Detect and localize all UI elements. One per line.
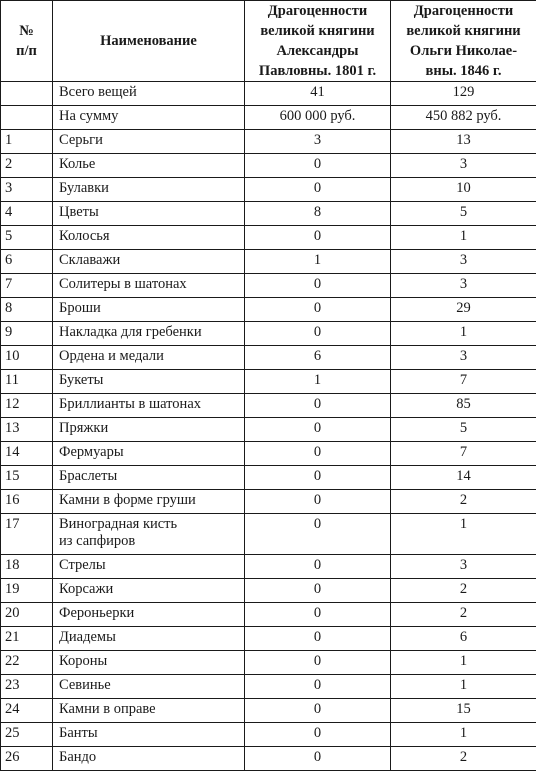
summary-row-total-items (1, 82, 536, 106)
row-name-line: Булавки (59, 180, 240, 197)
row-number: 11 (1, 370, 53, 394)
row-value-1846: 7 (391, 370, 536, 394)
row-number: 25 (1, 723, 53, 747)
summary-number-cell (1, 82, 53, 106)
row-value-1801: 0 (245, 298, 391, 322)
row-name (53, 394, 245, 418)
row-value-1801: 0 (245, 418, 391, 442)
row-value-1801: 0 (245, 442, 391, 466)
row-name-line: Букеты (59, 372, 240, 389)
row-name-line: из сапфиров (59, 533, 240, 550)
row-name (53, 226, 245, 250)
row-name-line: Серьги (59, 132, 240, 149)
table-row (1, 675, 536, 699)
row-value-1846: 1 (391, 226, 536, 250)
row-name-line: Накладка для гребенки (59, 324, 240, 341)
table-row (1, 298, 536, 322)
row-value-1846: 10 (391, 178, 536, 202)
row-name (53, 627, 245, 651)
row-name (53, 675, 245, 699)
row-value-1801: 1 (245, 370, 391, 394)
row-name (53, 579, 245, 603)
summary-value-1846: 129 (391, 82, 536, 106)
row-number: 2 (1, 154, 53, 178)
row-name-line: Банты (59, 725, 240, 742)
row-number: 1 (1, 130, 53, 154)
row-name-line: Солитеры в шатонах (59, 276, 240, 293)
header-col-1801: Драгоценности великой княгини Александры Павловны. 1801 г. (245, 1, 391, 82)
row-value-1801: 0 (245, 466, 391, 490)
table-row (1, 370, 536, 394)
row-value-1846: 7 (391, 442, 536, 466)
row-value-1801: 0 (245, 699, 391, 723)
row-name (53, 418, 245, 442)
row-value-1801: 0 (245, 394, 391, 418)
row-number: 17 (1, 514, 53, 555)
row-value-1846: 3 (391, 274, 536, 298)
row-number: 7 (1, 274, 53, 298)
table-row (1, 490, 536, 514)
row-number: 19 (1, 579, 53, 603)
table-row (1, 603, 536, 627)
row-name (53, 202, 245, 226)
table-row (1, 202, 536, 226)
header-name: Наименование (53, 1, 245, 82)
row-name-line: Фермуары (59, 444, 240, 461)
table-row (1, 442, 536, 466)
row-name-line: Склаважи (59, 252, 240, 269)
table-row (1, 627, 536, 651)
row-value-1801: 0 (245, 274, 391, 298)
row-value-1801: 0 (245, 490, 391, 514)
row-value-1801: 1 (245, 250, 391, 274)
table-row (1, 699, 536, 723)
row-value-1801: 0 (245, 747, 391, 771)
row-value-1846: 1 (391, 675, 536, 699)
row-value-1846: 6 (391, 627, 536, 651)
table-row (1, 418, 536, 442)
row-name (53, 603, 245, 627)
table-row (1, 130, 536, 154)
table-row (1, 651, 536, 675)
row-name (53, 322, 245, 346)
summary-label: На сумму (53, 106, 245, 130)
table-row (1, 579, 536, 603)
row-number: 4 (1, 202, 53, 226)
row-number: 16 (1, 490, 53, 514)
table-row (1, 747, 536, 771)
row-value-1846: 1 (391, 322, 536, 346)
row-value-1846: 2 (391, 747, 536, 771)
table-header-row (1, 1, 536, 82)
table-row (1, 178, 536, 202)
row-value-1846: 13 (391, 130, 536, 154)
row-value-1801: 6 (245, 346, 391, 370)
row-number: 15 (1, 466, 53, 490)
row-name (53, 298, 245, 322)
row-name-line: Цветы (59, 204, 240, 221)
row-number: 8 (1, 298, 53, 322)
row-number: 9 (1, 322, 53, 346)
row-name-line: Бандо (59, 749, 240, 766)
table-body (1, 82, 536, 771)
summary-label: Всего вещей (53, 82, 245, 106)
row-name-line: Виноградная кисть (59, 516, 240, 533)
row-value-1846: 3 (391, 346, 536, 370)
row-value-1846: 5 (391, 202, 536, 226)
table-row (1, 274, 536, 298)
row-name (53, 723, 245, 747)
row-number: 18 (1, 555, 53, 579)
row-value-1801: 0 (245, 675, 391, 699)
row-value-1801: 0 (245, 322, 391, 346)
summary-value-1846: 450 882 руб. (391, 106, 536, 130)
row-value-1846: 1 (391, 651, 536, 675)
summary-value-1801: 41 (245, 82, 391, 106)
row-value-1801: 0 (245, 555, 391, 579)
row-number: 21 (1, 627, 53, 651)
table-row (1, 346, 536, 370)
row-number: 3 (1, 178, 53, 202)
row-name (53, 555, 245, 579)
row-name (53, 154, 245, 178)
row-value-1846: 3 (391, 555, 536, 579)
row-name-line: Севинье (59, 677, 240, 694)
row-name (53, 250, 245, 274)
row-number: 13 (1, 418, 53, 442)
row-name-line: Короны (59, 653, 240, 670)
row-value-1801: 0 (245, 178, 391, 202)
row-value-1846: 1 (391, 723, 536, 747)
row-value-1801: 0 (245, 514, 391, 555)
row-value-1846: 5 (391, 418, 536, 442)
table-row (1, 154, 536, 178)
row-value-1846: 15 (391, 699, 536, 723)
table-row (1, 250, 536, 274)
row-value-1801: 0 (245, 627, 391, 651)
row-value-1846: 85 (391, 394, 536, 418)
table-row (1, 394, 536, 418)
row-name (53, 651, 245, 675)
table-row (1, 514, 536, 555)
row-value-1846: 3 (391, 154, 536, 178)
row-name-line: Корсажи (59, 581, 240, 598)
row-value-1801: 0 (245, 651, 391, 675)
row-name (53, 346, 245, 370)
row-name-line: Броши (59, 300, 240, 317)
row-value-1846: 14 (391, 466, 536, 490)
row-number: 23 (1, 675, 53, 699)
row-name (53, 514, 245, 555)
summary-row-total-sum (1, 106, 536, 130)
row-value-1801: 0 (245, 723, 391, 747)
row-name-line: Бриллианты в шатонах (59, 396, 240, 413)
row-number: 24 (1, 699, 53, 723)
table-row (1, 226, 536, 250)
row-value-1801: 8 (245, 202, 391, 226)
row-value-1846: 3 (391, 250, 536, 274)
row-name-line: Камни в оправе (59, 701, 240, 718)
row-value-1846: 2 (391, 579, 536, 603)
row-name-line: Стрелы (59, 557, 240, 574)
row-value-1846: 2 (391, 603, 536, 627)
row-value-1801: 0 (245, 226, 391, 250)
row-value-1846: 29 (391, 298, 536, 322)
row-value-1801: 3 (245, 130, 391, 154)
row-value-1801: 0 (245, 603, 391, 627)
row-number: 12 (1, 394, 53, 418)
row-name (53, 370, 245, 394)
row-number: 6 (1, 250, 53, 274)
row-name (53, 274, 245, 298)
row-number: 10 (1, 346, 53, 370)
row-number: 5 (1, 226, 53, 250)
row-name-line: Колосья (59, 228, 240, 245)
row-number: 22 (1, 651, 53, 675)
row-number: 14 (1, 442, 53, 466)
row-name-line: Ордена и медали (59, 348, 240, 365)
table-row (1, 322, 536, 346)
row-number: 20 (1, 603, 53, 627)
row-name (53, 490, 245, 514)
summary-value-1801: 600 000 руб. (245, 106, 391, 130)
row-name-line: Колье (59, 156, 240, 173)
row-name-line: Диадемы (59, 629, 240, 646)
row-name-line: Браслеты (59, 468, 240, 485)
summary-number-cell (1, 106, 53, 130)
row-name (53, 178, 245, 202)
row-value-1846: 2 (391, 490, 536, 514)
row-name-line: Камни в форме груши (59, 492, 240, 509)
header-number: № п/п (1, 1, 53, 82)
row-value-1801: 0 (245, 154, 391, 178)
row-name (53, 442, 245, 466)
row-name (53, 699, 245, 723)
row-value-1846: 1 (391, 514, 536, 555)
row-value-1801: 0 (245, 579, 391, 603)
row-number: 26 (1, 747, 53, 771)
header-col-1846: Драгоценности великой княгини Ольги Николае- вны. 1846 г. (391, 1, 536, 82)
table-row (1, 555, 536, 579)
row-name (53, 130, 245, 154)
table-row (1, 466, 536, 490)
row-name (53, 466, 245, 490)
row-name-line: Пряжки (59, 420, 240, 437)
table-row (1, 723, 536, 747)
row-name-line: Фероньерки (59, 605, 240, 622)
row-name (53, 747, 245, 771)
